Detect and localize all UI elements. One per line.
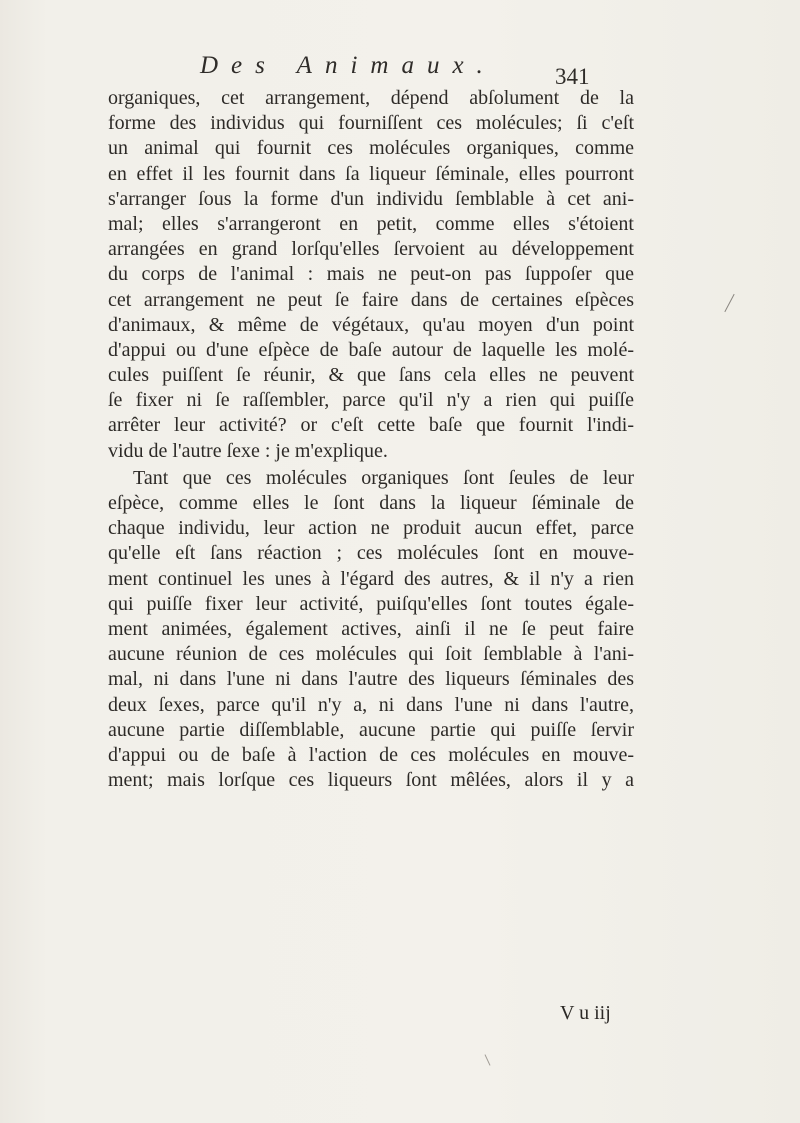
- text-line-paragraph-end: vidu de l'autre ſexe : je m'explique.: [108, 439, 388, 462]
- signature-mark: V u iij: [560, 1002, 611, 1024]
- text-line: qui puiſſe fixer leur activité, puiſqu'elles ſont toutes égale-: [108, 592, 634, 615]
- text-line: cules puiſſent ſe réunir, & que ſans cela elles ne peuvent: [108, 364, 634, 387]
- text-line-paragraph-start: Tant que ces molécules organiques ſont ſeules de leur: [133, 466, 634, 489]
- text-line: d'appui ou d'une eſpèce de baſe autour de laquelle les molé-: [108, 338, 634, 361]
- text-line: s'arranger ſous la forme d'un individu ſemblable à cet ani-: [108, 187, 634, 210]
- text-line: cet arrangement ne peut ſe faire dans de certaines eſpèces: [108, 288, 634, 311]
- text-line: chaque individu, leur action ne produit aucun effet, parce: [108, 517, 634, 540]
- margin-pencil-mark: [724, 294, 734, 312]
- text-line: ment animées, également actives, ainſi il ne ſe peut faire: [108, 617, 634, 640]
- text-line: en effet il les fournit dans ſa liqueur ſéminale, elles pourront: [108, 162, 634, 185]
- text-line: aucune réunion de ces molécules qui ſoit ſemblable à l'ani-: [108, 643, 634, 666]
- text-line: arrangées en grand lorſqu'elles ſervoient au développement: [108, 238, 634, 261]
- bottom-pencil-mark: [485, 1054, 491, 1065]
- text-line: un animal qui fournit ces molécules organiques, comme: [108, 137, 634, 160]
- text-line: ſe fixer ni ſe raſſembler, parce qu'il n'y a rien qui puiſſe: [108, 389, 634, 412]
- text-line: organiques, cet arrangement, dépend abſolument de la: [108, 87, 634, 109]
- page-number: 341: [555, 64, 590, 89]
- running-title: Des Animaux.: [200, 52, 496, 79]
- text-line: arrêter leur activité? or c'eſt cette baſe que fournit l'indi-: [108, 414, 634, 437]
- text-line: mal, ni dans l'une ni dans l'autre des liqueurs ſéminales des: [108, 668, 634, 691]
- text-line: deux ſexes, parce qu'il n'y a, ni dans l'une ni dans l'autre,: [108, 693, 634, 716]
- text-line: ment; mais lorſque ces liqueurs ſont mêlées, alors il y a: [108, 769, 634, 792]
- text-line: d'animaux, & même de végétaux, qu'au moyen d'un point: [108, 313, 634, 336]
- text-line: ment continuel les unes à l'égard des autres, & il n'y a rien: [108, 567, 634, 590]
- text-line: eſpèce, comme elles le ſont dans la liqueur ſéminale de: [108, 492, 634, 514]
- text-line: mal; elles s'arrangeront en petit, comme elles s'étoient: [108, 212, 634, 235]
- text-line: du corps de l'animal : mais ne peut-on pas ſuppoſer que: [108, 263, 634, 286]
- text-line: forme des individus qui fourniſſent ces molécules; ſi c'eſt: [108, 112, 634, 135]
- text-line: aucune partie diſſemblable, aucune partie qui puiſſe ſervir: [108, 718, 634, 741]
- body-text: [108, 86, 634, 793]
- text-line: d'appui ou de baſe à l'action de ces molécules en mouve-: [108, 743, 634, 766]
- text-line: qu'elle eſt ſans réaction ; ces molécules ſont en mouve-: [108, 542, 634, 565]
